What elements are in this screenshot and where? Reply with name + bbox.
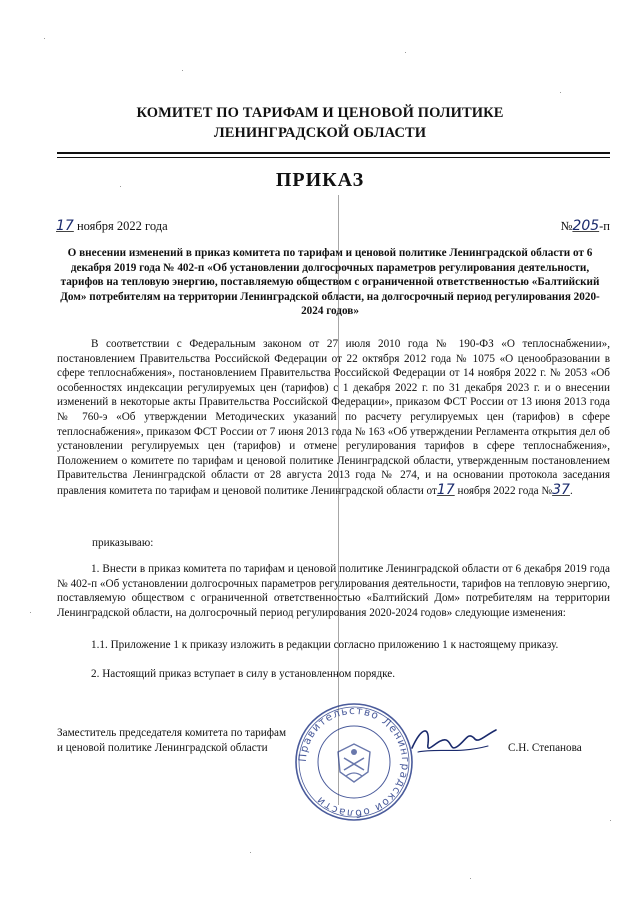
date-rest: ноября 2022 года xyxy=(73,219,168,233)
header-rule-thick xyxy=(57,152,610,154)
handwritten-order-number: 205 xyxy=(572,218,600,234)
scan-speck xyxy=(405,52,406,53)
scan-speck xyxy=(470,878,471,879)
handwritten-signature xyxy=(408,718,500,762)
signatory-position-line1: Заместитель председателя комитета по тарифам xyxy=(57,727,287,739)
order-item-1-1: 1.1. Приложение 1 к приказу изложить в редакции согласно приложению 1 к настоящему приказу. xyxy=(91,639,559,651)
order-item-1: 1. Внести в приказ комитета по тарифам и ценовой политике Ленинградской области от 6 декабря 2019 года № 402-п «Об установлении долгосрочных параметров регулирования деятельности, тарифов на тепловую энергию, поставляемую обществом с ограниченной ответственностью «Балтийский Дом» потребителям на территории Ленинградской области, на долгосрочный период регулирования 2020-2024 годов» следующие изменения: xyxy=(57,563,610,619)
scan-speck xyxy=(182,70,183,71)
scan-speck xyxy=(44,38,45,39)
scan-speck xyxy=(610,820,611,821)
order-item-2: 2. Настоящий приказ вступает в силу в установленном порядке. xyxy=(91,668,396,680)
committee-title-line1: КОМИТЕТ ПО ТАРИФАМ И ЦЕНОВОЙ ПОЛИТИКЕ xyxy=(136,105,504,121)
official-seal-stamp xyxy=(292,700,416,824)
order-number-suffix: -п xyxy=(599,219,610,233)
handwritten-protocol-number: 37 xyxy=(552,481,570,498)
preamble-paragraph xyxy=(57,337,610,499)
preamble-text: В соответствии с Федеральным законом от 27 июля 2010 года № 190-ФЗ «О теплоснабжении», постановлением Правительства Российской Федерации от 22 октября 2012 года № 1075 «О ценообразовании в сфере теплоснабжения», постановлением Правительства Российской Федерации от 14 ноября 2022 г. № 2053 «Об особенностях индексации регулируемых цен (тарифов) с 1 декабря 2022 г. по 31 декабря 2023 г. и о внесении изменений в некоторые акты Правительства Российской Федерации», приказом ФСТ России от 13 июня 2013 года № 760-э «Об утверждении Методических указаний по расчету регулируемых цен (тарифов) в сфере теплоснабжения», приказом ФСТ России от 7 июня 2013 года № 163 «Об утверждении Регламента открытия дел об установлении регулируемых цен (тарифов) и отмене регулирования тарифов в сфере теплоснабжения», Положением о комитете по тарифам и ценовой политике Ленинградской области, утвержденным постановлением Правительства Ленинградской области от 28 августа 2013 года № 274, и на основании протокола заседания правления комитета по тарифам и ценовой политике Ленинградской области от xyxy=(57,338,610,497)
order-subject: О внесении изменений в приказ комитета по тарифам и ценовой политике Ленинградской области от 6 декабря 2019 года № 402-п «Об установлении долгосрочных параметров регулирования деятельности, тарифов на тепловую энергию, поставляемую обществом с ограниченной ответственностью «Балтийский Дом» потребителям на территории Ленинградской области, на долгосрочный период регулирования 2020-2024 годов» xyxy=(60,247,600,318)
header-rule-thin xyxy=(57,157,610,158)
signatory-position-line2: и ценовой политике Ленинградской области xyxy=(57,742,268,754)
scan-speck xyxy=(250,852,251,853)
order-title: ПРИКАЗ xyxy=(275,169,365,191)
handwritten-protocol-day: 17 xyxy=(436,481,455,498)
order-date xyxy=(56,218,168,234)
svg-text:Правительство Ленинградской об: Правительство Ленинградской области xyxy=(296,704,412,820)
preamble-end: . xyxy=(569,484,573,497)
committee-title-line2: ЛЕНИНГРАДСКОЙ ОБЛАСТИ xyxy=(213,125,427,141)
scan-speck xyxy=(30,612,31,613)
order-number-prefix: № xyxy=(560,219,573,233)
signer-name: С.Н. Степанова xyxy=(508,742,582,754)
handwritten-day: 17 xyxy=(56,218,74,234)
scan-speck xyxy=(560,92,561,93)
prikazyvayu-text: приказываю: xyxy=(92,537,154,549)
order-number xyxy=(560,218,610,234)
signatory-position xyxy=(57,726,286,756)
preamble-after-day: ноября 2022 года № xyxy=(454,484,553,497)
seal-emblem xyxy=(338,744,370,782)
